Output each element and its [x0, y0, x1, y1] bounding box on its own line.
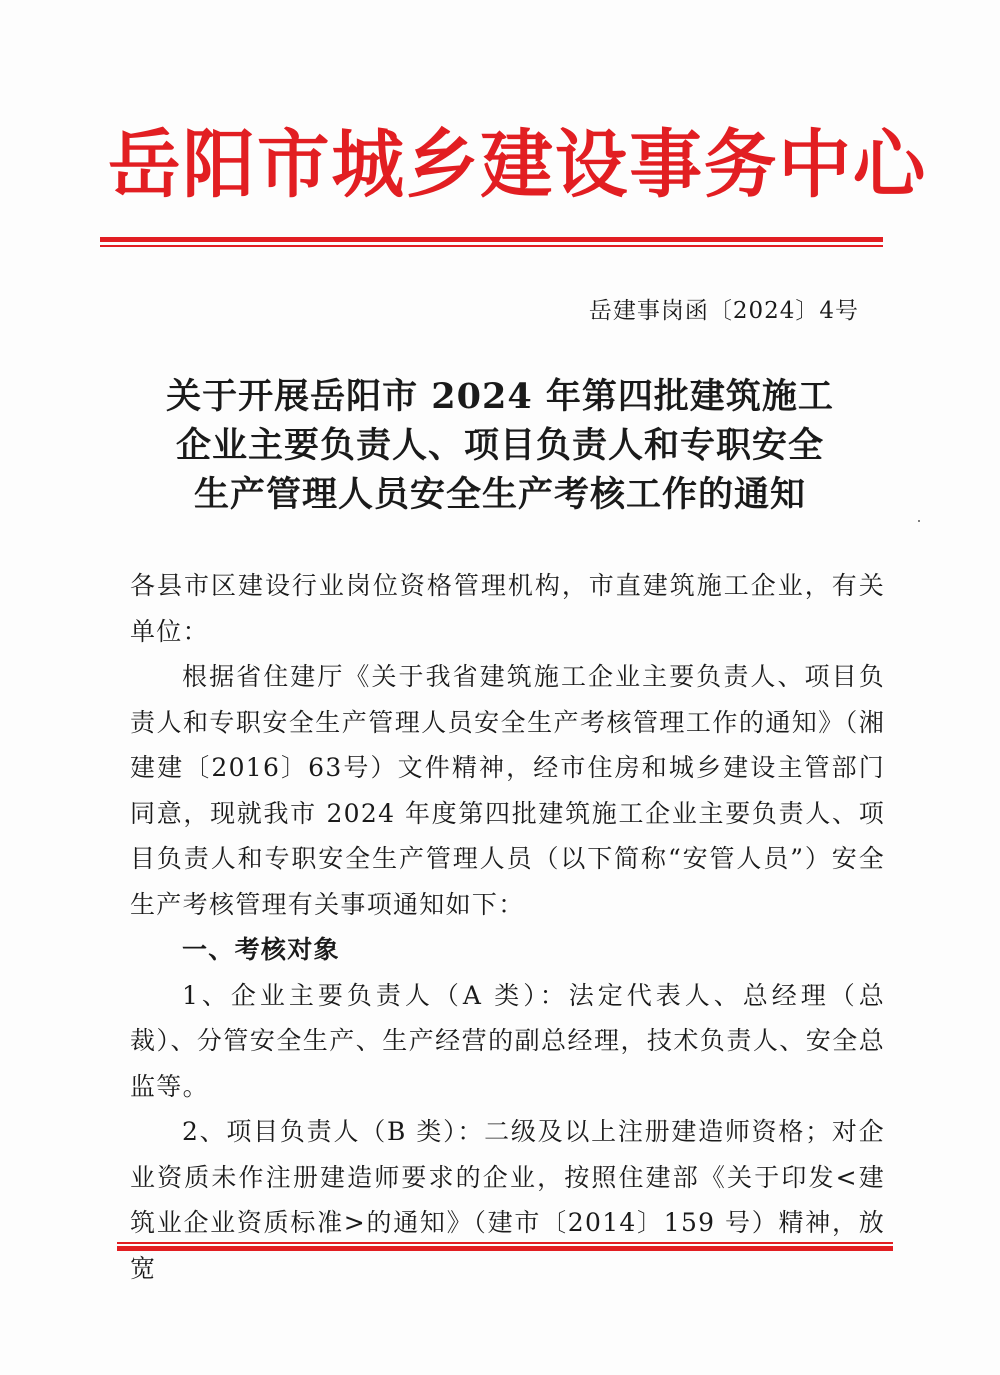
document-body — [130, 563, 885, 1291]
document-title-line: 生产管理人员安全生产考核工作的通知 — [193, 474, 806, 515]
list-item: 2、项目负责人（B 类）：二级及以上注册建造师资格；对企业资质未作注册建造师要求的企业，按照住建部《关于印发<建筑业企业资质标准>的通知》（建市〔2014〕159 号）精神，放宽 — [130, 1117, 885, 1283]
footer-red-rule-thin — [117, 1242, 893, 1244]
salutation: 各县市区建设行业岗位资格管理机构，市直建筑施工企业，有关单位： — [130, 571, 885, 646]
document-title — [120, 372, 880, 519]
header-red-rule-thick — [100, 237, 883, 242]
document-title-line: 关于开展岳阳市 2024 年第四批建筑施工 — [166, 376, 834, 417]
scan-speck — [918, 520, 920, 522]
intro-paragraph: 根据省住建厅《关于我省建筑施工企业主要负责人、项目负责人和专职安全生产管理人员安全生产考核管理工作的通知》（湘建建〔2016〕63号）文件精神，经市住房和城乡建设主管部门同意，现就我市 2024 年度第四批建筑施工企业主要负责人、项目负责人和专职安全生产管理人员（以下简称“安管人员”）安全生产考核管理有关事项通知如下： — [130, 662, 885, 919]
issuing-organization-header: 岳阳市城乡建设事务中心 — [108, 122, 928, 208]
section-heading: 一、考核对象 — [182, 935, 340, 964]
document-title-line: 企业主要负责人、项目负责人和专职安全 — [175, 425, 824, 466]
header-red-rule-thin — [100, 245, 883, 247]
footer-red-rule-thick — [117, 1246, 893, 1251]
list-item: 1、企业主要负责人（A 类）：法定代表人、总经理（总裁）、分管安全生产、生产经营的副总经理，技术负责人、安全总监等。 — [130, 980, 885, 1101]
document-number: 岳建事岗函〔2024〕4号 — [588, 298, 859, 324]
